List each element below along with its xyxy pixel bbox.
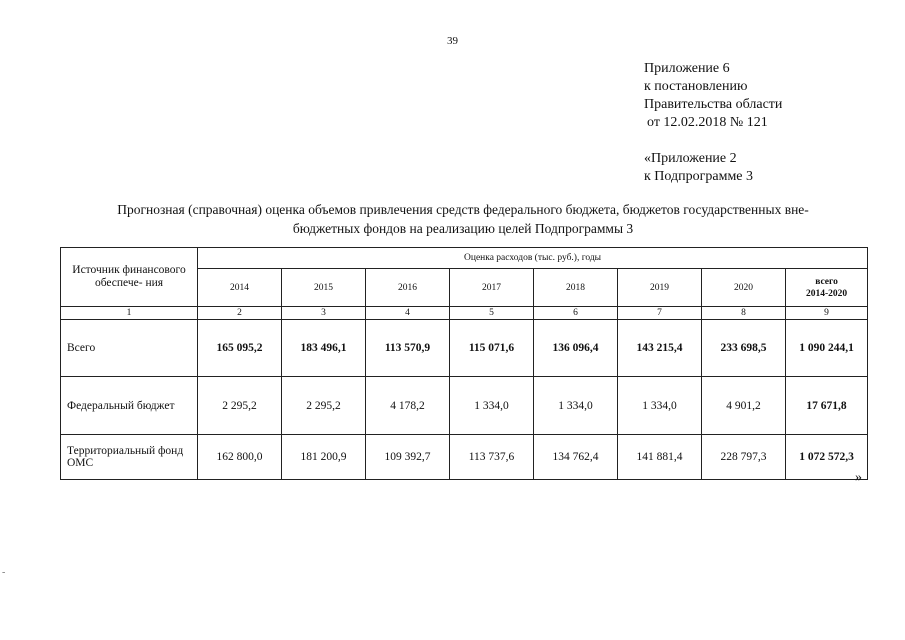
column-number: 3 (282, 307, 366, 320)
appendix-line: Приложение 6 (644, 61, 730, 76)
appendix-line: от 12.02.2018 № 121 (647, 115, 768, 130)
total-cell: 17 671,8 (786, 377, 868, 435)
value-cell: 134 762,4 (534, 435, 618, 480)
total-header (786, 269, 868, 307)
value-cell: 162 800,0 (198, 435, 282, 480)
year-header: 2016 (366, 269, 450, 307)
total-header-line: 2014-2020 (805, 288, 848, 299)
value-cell: 1 334,0 (534, 377, 618, 435)
value-cell: 1 334,0 (450, 377, 534, 435)
source-header: Источник финансового обеспече- ния (61, 248, 198, 307)
column-number: 4 (366, 307, 450, 320)
value-cell: 2 295,2 (282, 377, 366, 435)
appendix-line: к постановлению (644, 79, 748, 94)
closing-quote: » (855, 470, 862, 485)
total-cell: 1 072 572,3 (786, 435, 868, 480)
value-cell: 233 698,5 (702, 320, 786, 377)
value-cell: 113 737,6 (450, 435, 534, 480)
appendix-line: Правительства области (644, 97, 783, 112)
table-row-federal (61, 377, 868, 435)
page-number: 39 (447, 35, 458, 47)
document-title (60, 200, 866, 238)
edge-mark: - (2, 567, 6, 578)
value-cell: 2 295,2 (198, 377, 282, 435)
year-header: 2017 (450, 269, 534, 307)
column-number: 7 (618, 307, 702, 320)
value-cell: 141 881,4 (618, 435, 702, 480)
column-number: 2 (198, 307, 282, 320)
column-number: 9 (786, 307, 868, 320)
year-header: 2019 (618, 269, 702, 307)
sub-appendix-line: «Приложение 2 (644, 151, 737, 166)
year-header: 2015 (282, 269, 366, 307)
row-label: Всего (61, 320, 198, 377)
sub-appendix-line: к Подпрограмме 3 (644, 169, 754, 184)
value-cell: 165 095,2 (198, 320, 282, 377)
total-header-line: всего (815, 276, 838, 287)
value-cell: 143 215,4 (618, 320, 702, 377)
value-cell: 136 096,4 (534, 320, 618, 377)
document-title-line: бюджетных фондов на реализацию целей Подпрограммы 3 (292, 221, 634, 236)
table-row-total (61, 320, 868, 377)
column-number: 8 (702, 307, 786, 320)
column-number: 1 (61, 307, 198, 320)
column-number: 5 (450, 307, 534, 320)
year-header: 2018 (534, 269, 618, 307)
value-cell: 183 496,1 (282, 320, 366, 377)
value-cell: 1 334,0 (618, 377, 702, 435)
sub-appendix-block (644, 150, 753, 186)
value-cell: 4 178,2 (366, 377, 450, 435)
estimate-header: Оценка расходов (тыс. руб.), годы (198, 248, 868, 269)
value-cell: 115 071,6 (450, 320, 534, 377)
value-cell: 113 570,9 (366, 320, 450, 377)
column-number: 6 (534, 307, 618, 320)
value-cell: 4 901,2 (702, 377, 786, 435)
value-cell: 181 200,9 (282, 435, 366, 480)
year-header: 2020 (702, 269, 786, 307)
appendix-block (644, 60, 782, 132)
row-label: Территориальный фонд ОМС (61, 435, 198, 480)
document-title-line: Прогнозная (справочная) оценка объемов привлечения средств федерального бюджета, бюджетов государственных вне- (117, 202, 809, 217)
financing-table (60, 247, 868, 480)
value-cell: 228 797,3 (702, 435, 786, 480)
row-label: Федеральный бюджет (61, 377, 198, 435)
table-row-oms (61, 435, 868, 480)
value-cell: 109 392,7 (366, 435, 450, 480)
year-header: 2014 (198, 269, 282, 307)
total-cell: 1 090 244,1 (786, 320, 868, 377)
